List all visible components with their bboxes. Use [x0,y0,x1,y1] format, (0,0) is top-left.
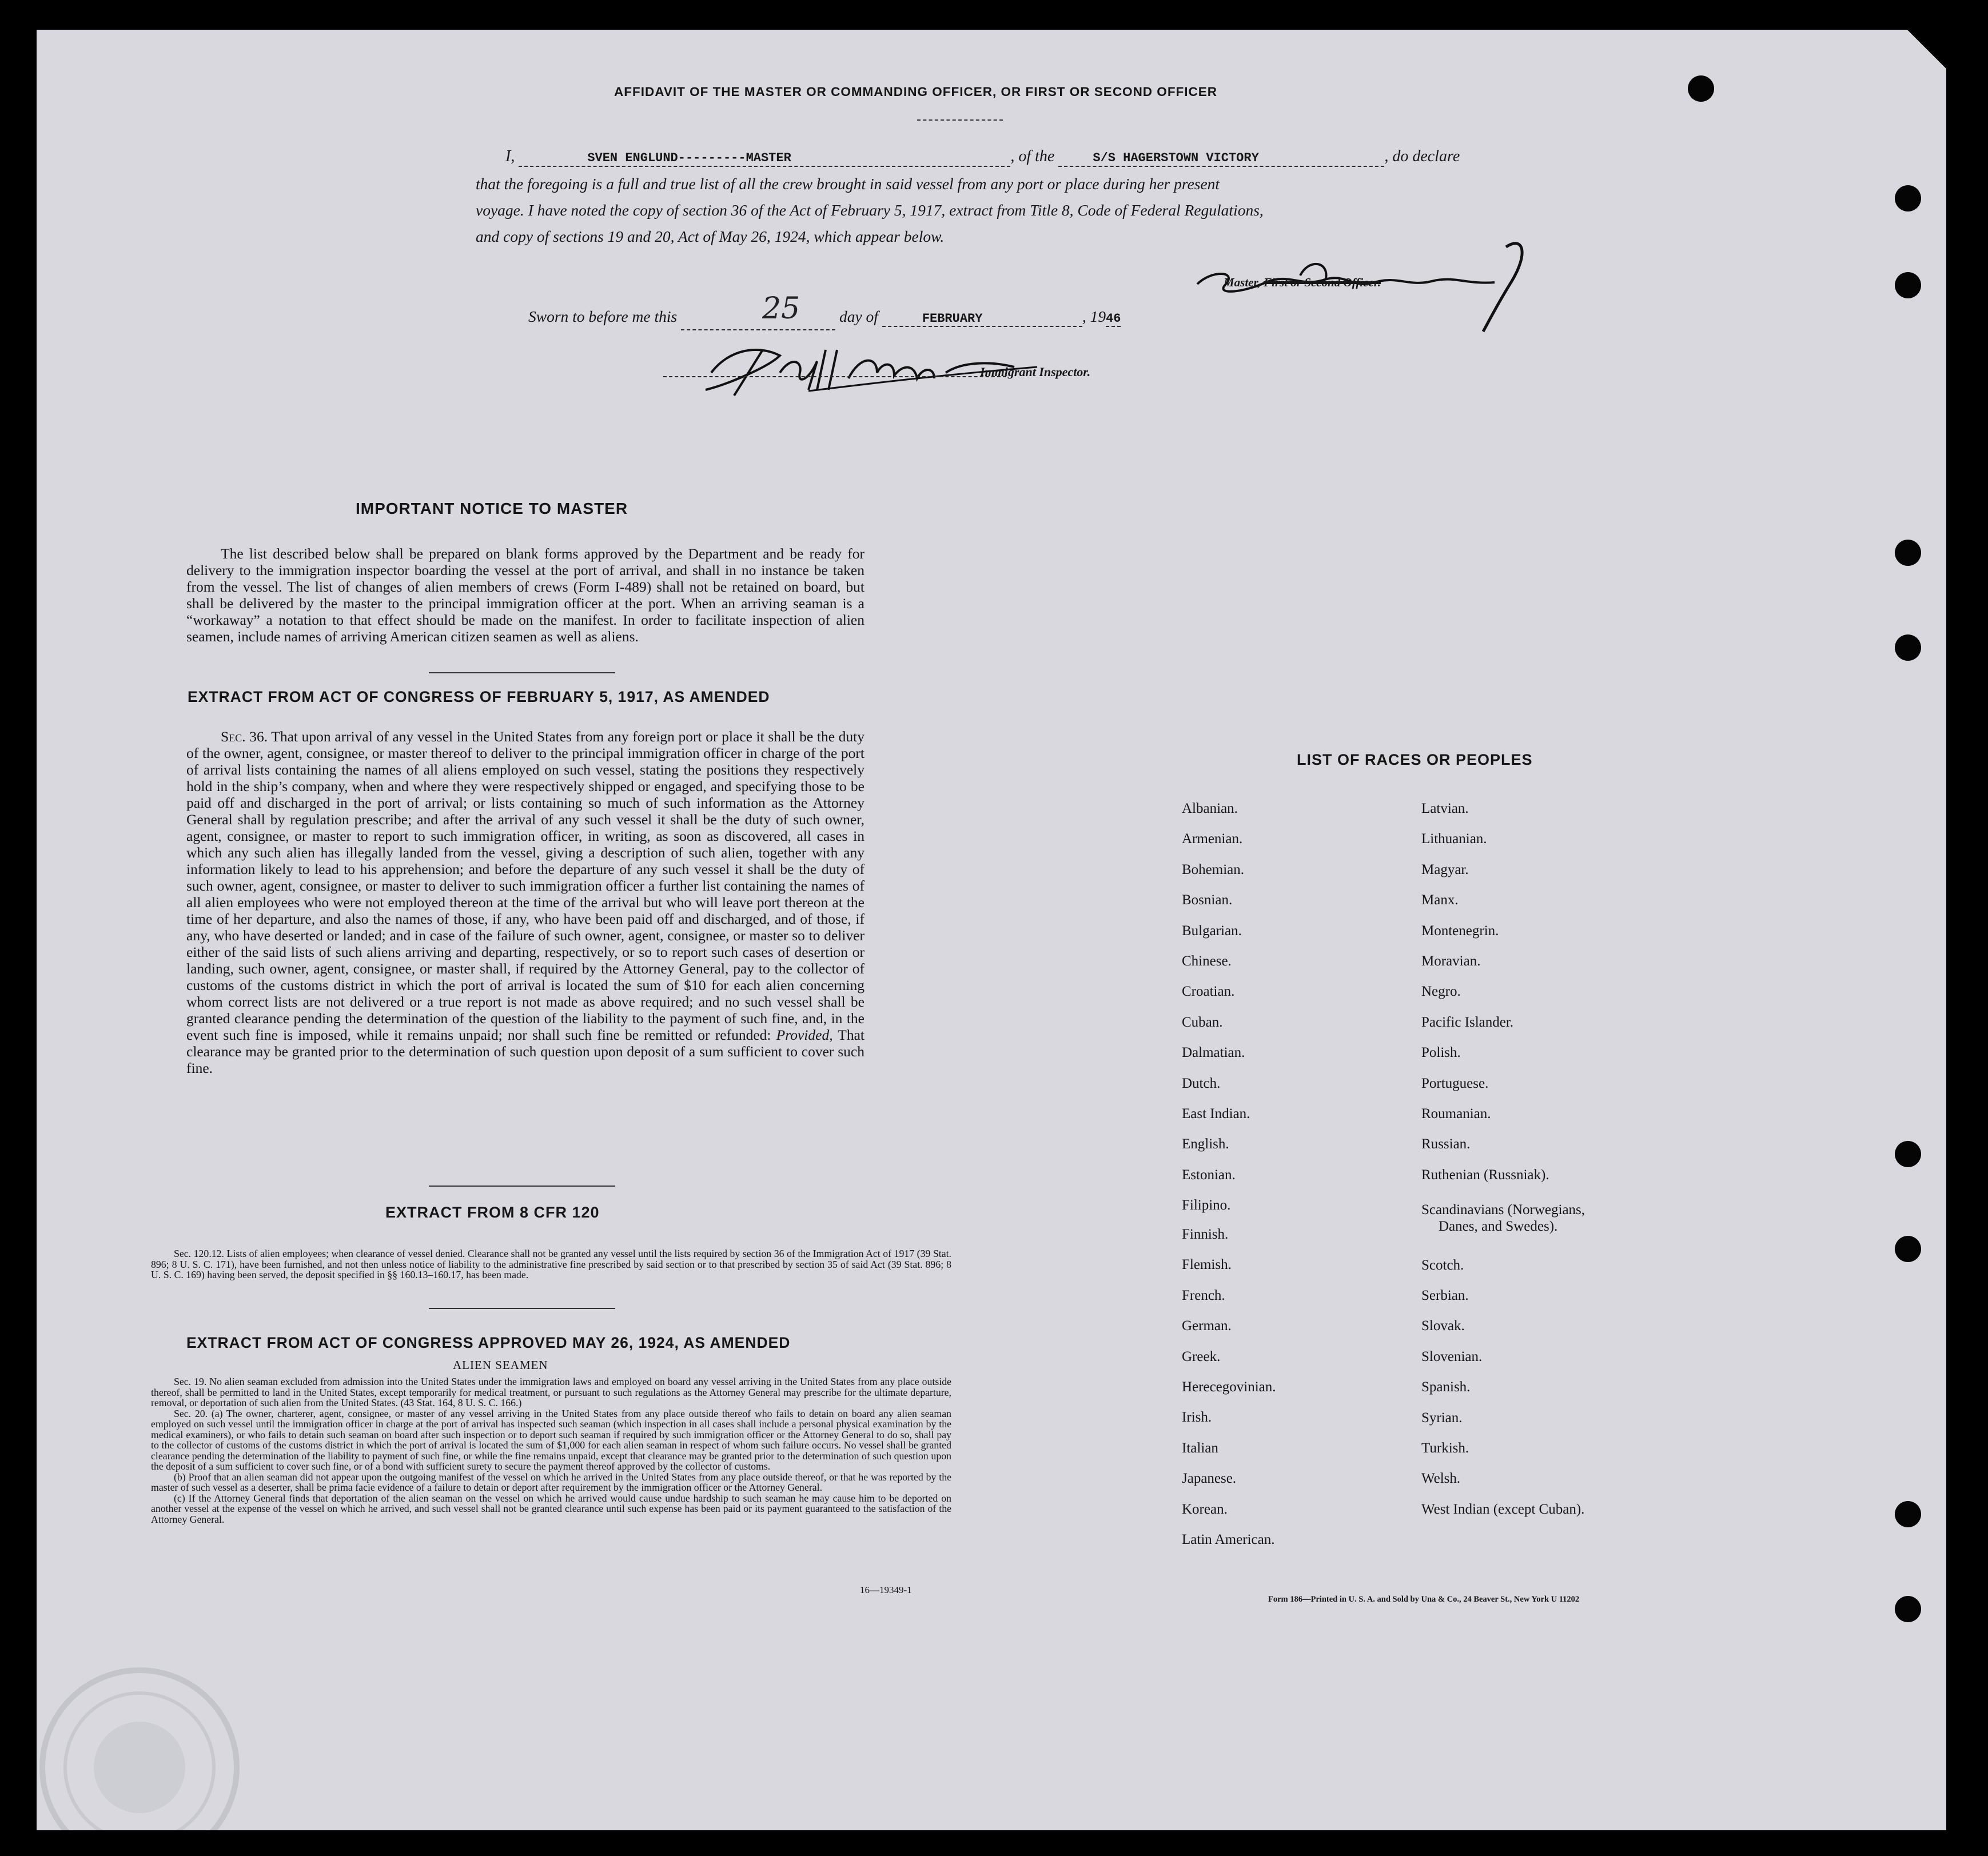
master-caption [1224,276,1381,290]
race-item: Scandinavians (Norwegians, [1421,1202,1585,1218]
race-item: French. [1182,1287,1225,1303]
sec-20b-paragraph: (b) Proof that an alien seaman did not appear upon the outgoing manifest of the vessel on which he arrived in the United States from any place outside thereof, or that he was reported by the master of such vessel as a deserter, shall be prima facie evidence of a failure to detain or deport after requirement by the immigration officer or the Attorney General. [151,1471,951,1493]
cfr-paragraph: Sec. 120.12. Lists of alien employees; when clearance of vessel denied. Clearance shall not be granted any vessel until the lists required by section 36 of the Immigration Act of 1917 (39 Stat. 896; 8 U. S. C. 171), have been furnished, and not then unless notice of liability to the administrative fine prescribed by said section or to that prescribed by section 35 of said Act (39 Stat. 896; 8 U. S. C. 169) having been served, the deposit specified in §§ 160.13–160.17, has been made. [151,1248,951,1280]
cfr-text [151,1248,951,1280]
race-item: Negro. [1421,984,1461,1000]
sec-19-paragraph: Sec. 19. No alien seaman excluded from admission into the United States under the immigration laws and employed on board any vessel arriving in the United States from any place outside thereof, shall be permitted to land in the United States, except temporarily for medical treatment, or pursuant to such regulations as the Attorney General may prescribe for the ultimate departure, removal, or deportation of such alien from the United States. (43 Stat. 164, 8 U. S. C. 166.) [151,1376,951,1408]
race-item: Slovenian. [1421,1348,1483,1364]
race-item: Chinese. [1182,953,1232,969]
month-typed: FEBRUARY [922,312,983,326]
extract-1917-text [186,728,864,1076]
race-item: East Indian. [1182,1105,1250,1121]
race-item: English. [1182,1136,1229,1152]
vessel-name-typed: S/S HAGERSTOWN VICTORY [1093,151,1259,165]
sec-20c-paragraph: (c) If the Attorney General finds that deportation of the alien seaman on the vessel on which he arrived would cause undue hardship to such seaman he may cause him to be deported on another vessel at the expense of the vessel on which he arrived, and such vessel shall not be granted clearance until such expense has been paid or its payment guaranteed to the satisfaction of the Attorney General. [151,1492,951,1525]
race-item: Dalmatian. [1182,1045,1245,1061]
affidavit-line-4: and copy of sections 19 and 20, Act of May 26, 1924, which appear below. [476,227,945,245]
race-item: Russian. [1421,1136,1471,1152]
race-item: Herecegovinian. [1182,1379,1276,1395]
alien-seamen-subheading: ALIEN SEAMEN [453,1358,548,1372]
day-field [681,292,835,330]
notice-heading: IMPORTANT NOTICE TO MASTER [356,500,628,517]
punch-hole [1895,1501,1921,1527]
race-item: Croatian. [1182,984,1235,1000]
race-item: Spanish. [1421,1379,1471,1395]
sec-20a-paragraph: Sec. 20. (a) The owner, charterer, agent, consignee, or master of any vessel arriving in the United States from any place outside thereof who fails to detain on board any alien seaman employed on such vessel until the immigration officer in charge at the port of arrival has inspected such seaman (which inspection in all cases shall include a personal physical examination by the medical examiners), or who fails to detain such seaman on board after such inspection or to deport such seaman if required by such immigration officer or the Attorney General to do so, shall pay to the collector of customs of the customs district in which the port of arrival is located the sum of $1,000 for each alien seaman in respect of whom such failure occurs. No vessel shall be granted clearance pending the determination of the liability to payment of such fine, or while the fine remains unpaid, except that clearance may be granted prior to the determination of such question upon the deposit of a sum sufficient to cover such fine, or of a bond with sufficient surety to secure the payment thereof approved by the collector of customs. [151,1407,951,1472]
punch-hole [1895,540,1921,566]
race-item: Italian [1182,1440,1218,1456]
punch-hole [1895,1236,1921,1262]
affidavit-title: AFFIDAVIT OF THE MASTER OR COMMANDING OFFICER, OR FIRST OR SECOND OFFICER [614,85,1218,99]
race-item: Slovak. [1421,1318,1465,1334]
inspector-line [663,376,1006,377]
punch-hole [1895,1141,1921,1167]
race-item: Finnish. [1182,1227,1229,1243]
section-divider [429,1308,615,1309]
race-item: Portuguese. [1421,1075,1489,1091]
of-the-label: , of the [1010,147,1055,165]
race-item: Filipino. [1182,1198,1231,1214]
day-of-label: day of [839,308,878,325]
punch-hole [1895,185,1921,211]
race-item: Albanian. [1182,801,1238,816]
provided-label: Provided, [776,1027,833,1043]
race-item: Moravian. [1421,953,1481,969]
race-item: Welsh. [1421,1471,1461,1487]
sec-36-body-end: That clearance may be granted prior to the determination of such question upon deposit of a sum sufficient to cover such fine. [186,1027,865,1076]
race-item: Dutch. [1182,1075,1221,1091]
race-item: Korean. [1182,1501,1228,1517]
race-item: Cuban. [1182,1014,1223,1030]
section-divider [429,672,615,673]
cfr-heading: EXTRACT FROM 8 CFR 120 [385,1204,600,1221]
extract-1924-heading: EXTRACT FROM ACT OF CONGRESS APPROVED MAY 26, 1924, AS AMENDED [186,1334,791,1351]
race-item: Ruthenian (Russniak). [1421,1167,1549,1183]
inspector-signature [694,327,1049,401]
race-item: Greek. [1182,1348,1221,1364]
officer-caption-struck: First or Second Officer. [1264,276,1381,289]
race-item: Danes, and Swedes). [1439,1218,1558,1234]
title-divider [917,119,1003,121]
sworn-line [528,292,1121,330]
notice-text [186,545,864,645]
race-left-list [1182,800,1399,1562]
notice-paragraph: The list described below shall be prepared on blank forms approved by the Department and be ready for delivery to the immigration inspector boarding the vessel at the port of arrival, and shall in no instance be taken from the vessel. The list of changes of alien members of crews (Form I-489) shall not be retained on board, but shall be delivered by the master to the principal immigration officer at the port. When an arriving seaman is a “workaway” a notation to that effect should be made on the manifest. In order to facilitate inspection of alien seamen, include names of arriving American citizen seamen as well as aliens. [186,545,864,645]
punch-hole [1895,272,1921,298]
race-item: Estonian. [1182,1167,1236,1183]
race-item: Flemish. [1182,1257,1232,1273]
race-item: Pacific Islander. [1421,1014,1514,1030]
race-item: Japanese. [1182,1471,1237,1487]
punch-hole [1688,75,1714,102]
inspector-caption: Immigrant Inspector. [980,365,1091,379]
race-item: Polish. [1421,1045,1461,1061]
sworn-label: Sworn to before me this [528,308,678,325]
race-item: Roumanian. [1421,1105,1491,1121]
master-caption-label: Master, [1224,276,1261,289]
month-field [882,308,1082,327]
race-item: Bosnian. [1182,892,1233,908]
affidavit-line-3: voyage. I have noted the copy of section 36 of the Act of February 5, 1917, extract from Title 8, Code of Federal Regulations, [476,201,1264,219]
year-field [1106,308,1121,327]
race-item: Turkish. [1421,1440,1469,1456]
sec-36-label: Sec. 36. [221,728,268,745]
master-name-typed: SVEN ENGLUND---------MASTER [587,151,791,165]
race-item: German. [1182,1318,1232,1334]
race-item: Manx. [1421,892,1459,908]
race-item: Serbian. [1421,1288,1469,1304]
sec-36-body: That upon arrival of any vessel in the United States from any foreign port or place it shall be the duty of the owner, agent, consignee, or master thereof to deliver to the principal immigration officer in charge of the port of arrival lists containing the names of all aliens employed on such vessel, stating the positions they respectively hold in the ship’s company, when and where they were respectively shipped or engaged, and specifying those to be paid off and discharged in the port of arrival; or lists containing so much of such information as the Attorney General shall by regulation prescribe; and after the arrival of any such vessel it shall be the duty of such owner, agent, consignee, or master to report to such immigration officer, in writing, as soon as discovered, all cases in which any such alien has illegally landed from the vessel, giving a description of such alien, together with any information likely to lead to his apprehension; and before the departure of any such vessel it shall be the duty of such owner, agent, consignee, or master to deliver to such immigration officer a further list containing the names of all alien employees who were not employed thereon at the time of the arrival but who will leave port thereon at the time of her departure, and also the names of those, if any, who have been paid off and discharged, and of those, if any, who have deserted or landed; and in case of the failure of such owner, agent, consignee, or master so to deliver either of the said lists of such aliens arriving and departing, respectively, or so to report such cases of desertion or landing, such owner, agent, consignee, or master shall, if required by the Attorney General, pay to the collector of customs of the customs district in which the port of arrival is located the sum of $10 for each alien concerning whom correct lists are not delivered or a true report is not made as above required; and no such vessel shall be granted clearance pending the determination of the question of the liability to the payment of such fine, and, in the event such fine is imposed, while it remains unpaid; nor shall such fine be remitted or refunded: [186,728,864,1043]
section-divider [429,1186,615,1187]
form-code: 16—19349-1 [860,1584,912,1595]
extract-1924-text [151,1376,951,1524]
punch-hole [1895,634,1921,661]
race-item: Latin American. [1182,1531,1275,1547]
race-item: Lithuanian. [1421,831,1487,847]
race-item: Latvian. [1421,801,1469,816]
race-right-list [1421,800,1707,1531]
race-item: Armenian. [1182,831,1243,847]
races-heading: LIST OF RACES OR PEOPLES [1297,751,1533,768]
vessel-field [1058,147,1384,167]
race-item: Magyar. [1421,861,1469,877]
embossed-seal [37,1647,260,1830]
i-label: I, [505,147,515,165]
do-declare-label: , do declare [1384,147,1460,165]
race-item: Bohemian. [1182,861,1245,877]
race-item: Montenegrin. [1421,923,1499,939]
day-handwritten: 25 [762,292,800,326]
race-item: Scotch. [1421,1257,1464,1273]
extract-1917-heading: EXTRACT FROM ACT OF CONGRESS OF FEBRUARY 5, 1917, AS AMENDED [188,688,770,705]
race-item: Bulgarian. [1182,923,1242,939]
printer-note: Form 186—Printed in U. S. A. and Sold by Una & Co., 24 Beaver St., New York U 11202 [1268,1595,1580,1604]
page-corner [1895,30,1946,81]
race-item: West Indian (except Cuban). [1421,1501,1585,1517]
document-page [37,30,1946,1830]
race-item: Syrian. [1421,1410,1463,1426]
master-name-field [519,147,1010,167]
year-prefix: , 19 [1082,308,1106,325]
race-item: Irish. [1182,1410,1212,1426]
punch-hole [1895,1596,1921,1622]
year-typed: 46 [1106,312,1121,326]
affidavit-line-1 [505,147,1460,167]
affidavit-line-2: that the foregoing is a full and true list of all the crew brought in said vessel from any port or place during her present [476,175,1220,193]
